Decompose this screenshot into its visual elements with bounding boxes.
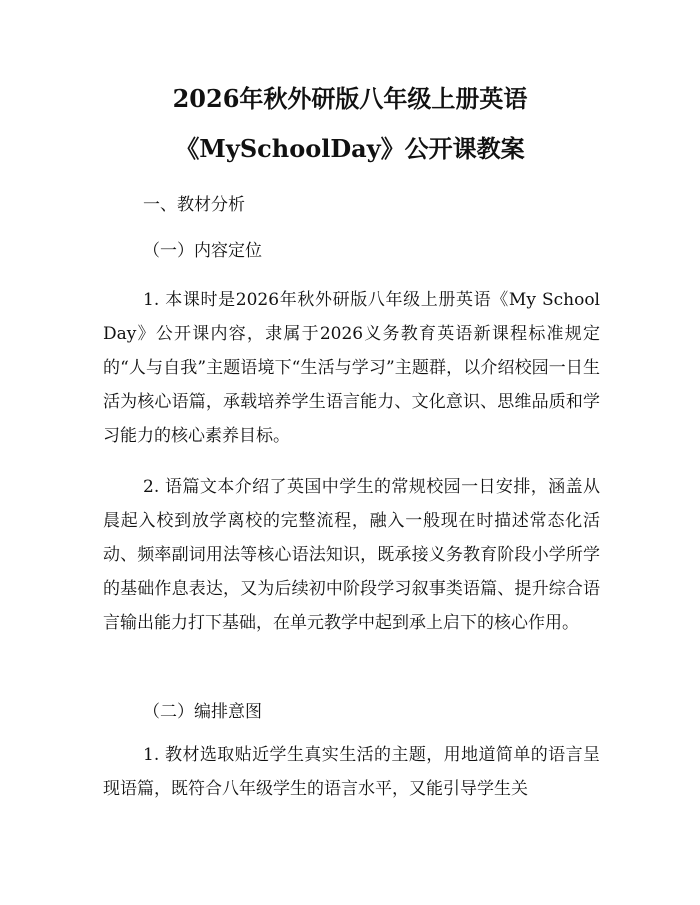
subsection-heading-content-positioning: （一）内容定位: [143, 241, 262, 261]
subsection-heading-arrangement-intent: （二）编排意图: [143, 702, 262, 722]
document-title-line-2: 《MySchoolDay》公开课教案: [175, 134, 525, 163]
paragraph-2: 2. 语篇文本介绍了英国中学生的常规校园一日安排，涵盖从晨起入校到放学离校的完整流程，融入一般现在时描述常态化活动、频率副词用法等核心语法知识，既承接义务教育阶段小学所学的基础作息表达，又为后续初中阶段学习叙事类语篇、提升综合语言输出能力打下基础，在单元教学中起到承上启下的核心作用。: [103, 477, 600, 633]
section-heading-textbook-analysis: 一、教材分析: [143, 195, 245, 215]
document-title-line-1: 2026年秋外研版八年级上册英语: [172, 84, 528, 113]
paragraph-1: 1. 本课时是2026年秋外研版八年级上册英语《My School Day》公开课内容，隶属于2026义务教育英语新课程标准规定的“人与自我”主题语境下“生活与学习”主题群，以介绍校园一日生活为核心语篇，承载培养学生语言能力、文化意识、思维品质和学习能力的核心素养目标。: [103, 290, 600, 446]
paragraph-3: 1. 教材选取贴近学生真实生活的主题，用地道简单的语言呈现语篇，既符合八年级学生的语言水平，又能引导学生关: [103, 745, 600, 799]
